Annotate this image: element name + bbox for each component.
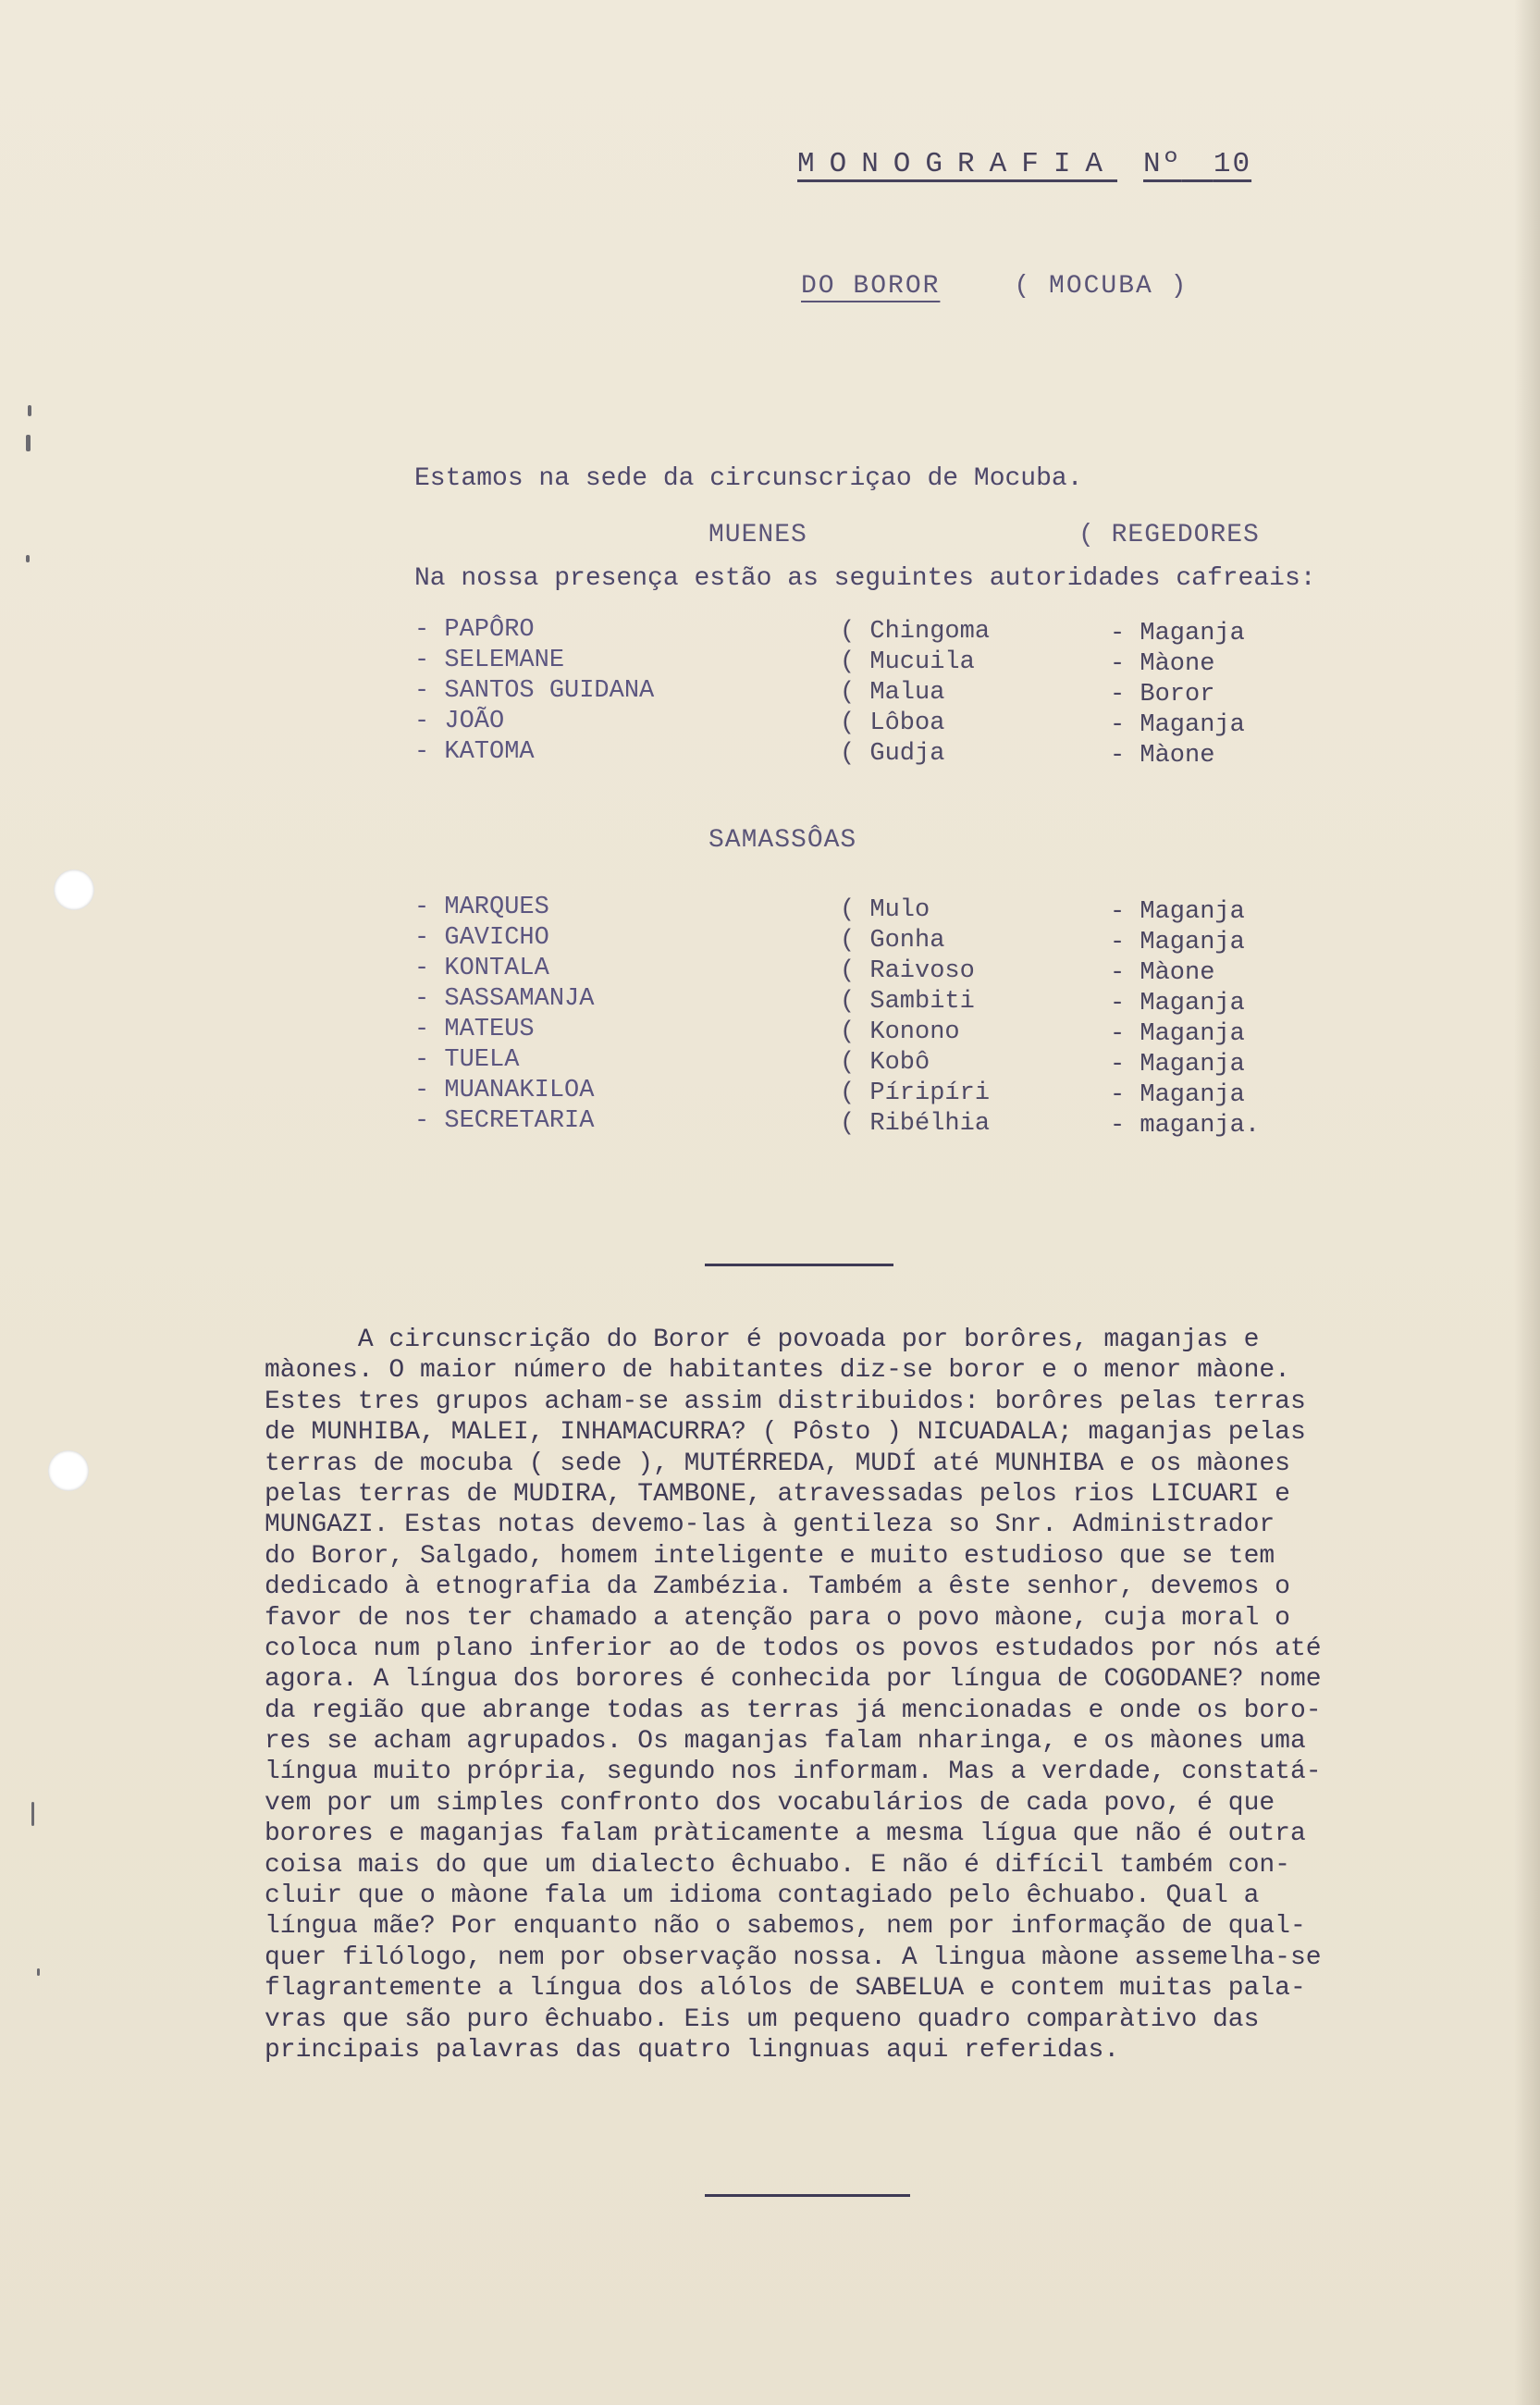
- samassoas-tribes-column: [1110, 897, 1260, 1141]
- margin-mark: [28, 405, 31, 416]
- samassoas-heading: SAMASSÔAS: [708, 826, 857, 855]
- muenes-names-column: [414, 615, 654, 768]
- muene-tribe: - Boror: [1110, 680, 1245, 710]
- muene-tribe: - Maganja: [1110, 619, 1245, 649]
- body-line: flagrantemente a língua dos alólos de SABELUA e contem muitas pala-: [265, 1974, 1306, 2004]
- body-line: cluir que o màone fala um idioma contagiado pelo êchuabo. Qual a: [265, 1881, 1260, 1911]
- punch-hole-bottom: [48, 1450, 89, 1491]
- muene-tribe: - Maganja: [1110, 710, 1245, 741]
- samassoa-name: - MUANAKILOA: [414, 1076, 594, 1106]
- muene-place: ( Mucuila: [840, 648, 990, 678]
- body-line: agora. A língua dos borores é conhecida por língua de COGODANE? nome: [265, 1665, 1322, 1695]
- muene-name: - PAPÔRO: [414, 615, 654, 646]
- title-main: MONOGRAFIA: [797, 148, 1118, 180]
- samassoas-names-column: [414, 893, 594, 1137]
- muene-name: - SELEMANE: [414, 646, 654, 676]
- muene-name: - KATOMA: [414, 737, 654, 768]
- body-line: língua muito própria, segundo nos informam. Mas a verdade, constatá-: [265, 1758, 1322, 1787]
- samassoa-tribe: - Maganja: [1110, 989, 1260, 1019]
- samassoa-name: - GAVICHO: [414, 923, 594, 954]
- document-title: [797, 148, 1251, 180]
- muene-tribe: - Màone: [1110, 741, 1245, 771]
- end-divider: [705, 2194, 910, 2197]
- samassoa-place: ( Raivoso: [840, 956, 990, 987]
- body-line: língua mãe? Por enquanto não o sabemos, nem por informação de qual-: [265, 1912, 1306, 1942]
- subtitle-right: ( MOCUBA ): [1014, 272, 1189, 301]
- samassoa-place: ( Píripíri: [840, 1079, 990, 1109]
- body-line: Estes tres grupos acham-se assim distribuidos: borôres pelas terras: [265, 1387, 1306, 1416]
- muenes-heading: MUENES: [708, 521, 807, 549]
- samassoa-tribe: - Maganja: [1110, 1080, 1260, 1111]
- muenes-places-column: [840, 617, 990, 770]
- margin-mark: [31, 1802, 34, 1826]
- samassoa-place: ( Gonha: [840, 926, 990, 956]
- samassoas-places-column: [840, 895, 990, 1140]
- samassoa-name: - MARQUES: [414, 893, 594, 923]
- samassoa-tribe: - Maganja: [1110, 897, 1260, 928]
- samassoa-name: - TUELA: [414, 1045, 594, 1076]
- muene-place: ( Chingoma: [840, 617, 990, 648]
- margin-mark: [26, 555, 30, 562]
- body-line: res se acham agrupados. Os maganjas falam nharinga, e os màones uma: [265, 1727, 1306, 1757]
- samassoa-name: - SECRETARIA: [414, 1106, 594, 1137]
- body-line: terras de mocuba ( sede ), MUTÉRREDA, MUDÍ até MUNHIBA e os màones: [265, 1449, 1290, 1478]
- margin-mark: [37, 1968, 40, 1976]
- samassoa-tribe: - maganja.: [1110, 1111, 1260, 1141]
- samassoa-place: ( Konono: [840, 1018, 990, 1048]
- body-line: dedicado à etnografia da Zambézia. Também a êste senhor, devemos o: [265, 1572, 1290, 1602]
- body-line: borores e maganjas falam pràticamente a mesma lígua que não é outra: [265, 1819, 1306, 1849]
- body-line: A circunscrição do Boror é povoada por borôres, maganjas e: [265, 1326, 1260, 1354]
- regedores-heading: ( REGEDORES: [1078, 521, 1260, 549]
- intro-line: Estamos na sede da circunscriçao de Mocuba.: [414, 464, 1083, 493]
- samassoa-place: ( Kobô: [840, 1048, 990, 1079]
- samassoa-tribe: - Maganja: [1110, 1050, 1260, 1080]
- body-line: màones. O maior número de habitantes diz-se boror e o menor màone.: [265, 1356, 1290, 1386]
- punch-hole-top: [54, 870, 94, 910]
- margin-mark: [26, 435, 31, 451]
- body-line: da região que abrange todas as terras já mencionadas e onde os boro-: [265, 1696, 1322, 1725]
- samassoa-name: - MATEUS: [414, 1015, 594, 1045]
- body-line: principais palavras das quatro lingnuas aqui referidas.: [265, 2035, 1120, 2065]
- muenes-tribes-column: [1110, 619, 1245, 771]
- body-line: do Boror, Salgado, homem inteligente e muito estudioso que se tem: [265, 1541, 1275, 1571]
- muene-place: ( Lôboa: [840, 709, 990, 739]
- samassoa-name: - SASSAMANJA: [414, 984, 594, 1015]
- body-line: MUNGAZI. Estas notas devemo-las à gentileza so Snr. Administrador: [265, 1511, 1275, 1540]
- section-divider: [705, 1264, 893, 1266]
- muene-tribe: - Màone: [1110, 649, 1245, 680]
- document-subtitle: [801, 272, 1188, 301]
- samassoa-tribe: - Maganja: [1110, 1019, 1260, 1050]
- muene-place: ( Gudja: [840, 739, 990, 770]
- body-line: favor de nos ter chamado a atenção para o povo màone, cuja moral o: [265, 1603, 1290, 1633]
- samassoa-place: ( Mulo: [840, 895, 990, 926]
- body-line: vras que são puro êchuabo. Eis um pequeno quadro comparàtivo das: [265, 2004, 1260, 2034]
- subtitle-left: DO BOROR: [801, 272, 941, 301]
- samassoa-place: ( Sambiti: [840, 987, 990, 1018]
- samassoa-name: - KONTALA: [414, 954, 594, 984]
- body-line: coisa mais do que um dialecto êchuabo. E não é difícil também con-: [265, 1850, 1290, 1880]
- title-number: 10: [1213, 148, 1252, 180]
- muene-place: ( Malua: [840, 678, 990, 709]
- samassoa-place: ( Ribélhia: [840, 1109, 990, 1140]
- body-line: de MUNHIBA, MALEI, INHAMACURRA? ( Pôsto ) NICUADALA; maganjas pelas: [265, 1418, 1306, 1448]
- body-line: pelas terras de MUDIRA, TAMBONE, atravessadas pelos rios LICUARI e: [265, 1479, 1290, 1509]
- body-line: vem por um simples confronto dos vocabulários de cada povo, é que: [265, 1788, 1275, 1818]
- intro-line: Na nossa presença estão as seguintes autoridades cafreais:: [414, 564, 1316, 593]
- muene-name: - SANTOS GUIDANA: [414, 676, 654, 707]
- title-number-label: Nº: [1143, 148, 1182, 180]
- body-line: quer filólogo, nem por observação nossa. A lingua màone assemelha-se: [265, 1942, 1322, 1972]
- muene-name: - JOÃO: [414, 707, 654, 737]
- samassoa-tribe: - Màone: [1110, 958, 1260, 989]
- samassoa-tribe: - Maganja: [1110, 928, 1260, 958]
- body-paragraph: [265, 1325, 1522, 2066]
- body-line: coloca num plano inferior ao de todos os povos estudados por nós até: [265, 1634, 1322, 1663]
